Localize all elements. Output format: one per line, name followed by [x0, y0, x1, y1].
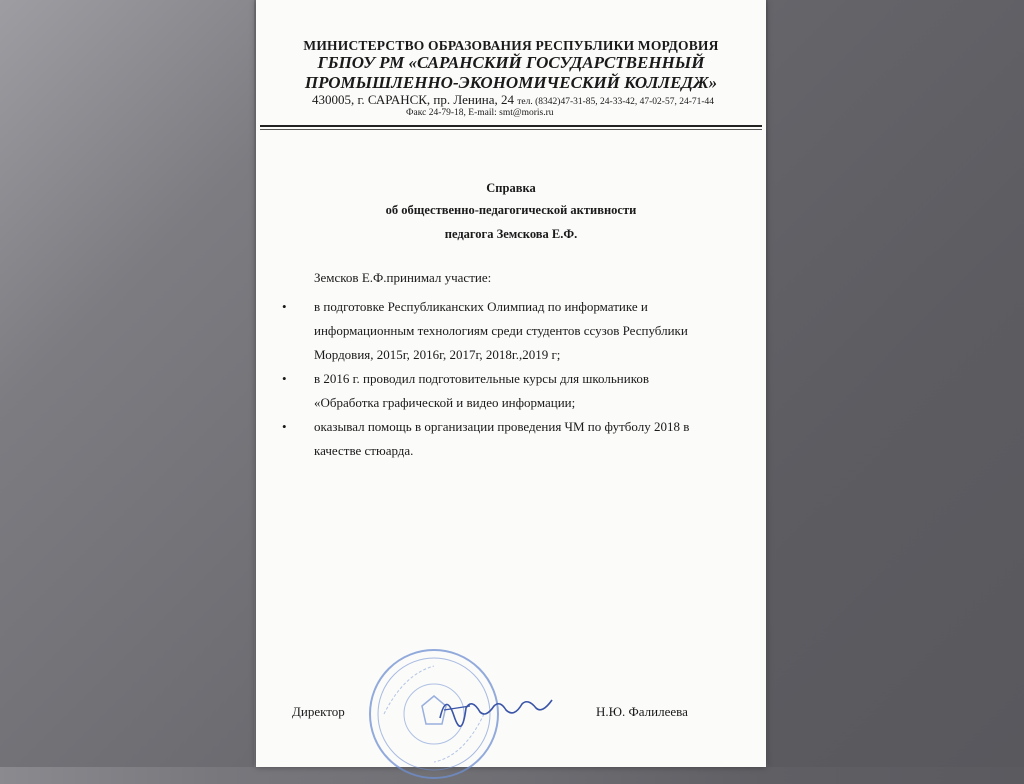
activity-list	[282, 295, 742, 463]
list-item	[282, 367, 742, 415]
address: 430005, г. САРАНСК, пр. Ленина, 24	[311, 92, 515, 107]
header-rule-thin	[260, 129, 762, 130]
address-line	[268, 92, 758, 108]
org-name-line1: ГБПОУ РМ «САРАНСКИЙ ГОСУДАРСТВЕННЫЙ	[317, 53, 705, 72]
signer-name: Н.Ю. Фалилеева	[596, 704, 688, 719]
list-item	[282, 295, 742, 367]
list-item-line: информационным технологиям среди студентов ссузов Республики	[314, 323, 688, 338]
handwritten-signature-icon	[436, 688, 556, 728]
bullet-icon: •	[282, 371, 287, 386]
document-subtitle-2: педагога Земскова Е.Ф.	[444, 227, 578, 241]
left-backdrop	[0, 0, 254, 767]
ministry-header: МИНИСТЕРСТВО ОБРАЗОВАНИЯ РЕСПУБЛИКИ МОРДОВИЯ	[303, 38, 719, 53]
signer-role: Директор	[292, 704, 345, 719]
list-item-line: в 2016 г. проводил подготовительные курсы для школьников	[314, 371, 649, 386]
right-backdrop	[768, 0, 1024, 767]
header-rule	[260, 125, 762, 127]
intro-text: Земсков Е.Ф.принимал участие:	[314, 270, 492, 285]
list-item-line: «Обработка графической и видео информации;	[314, 395, 576, 410]
document-page	[256, 0, 766, 767]
list-item-line: в подготовке Республиканских Олимпиад по информатике и	[314, 299, 648, 314]
bullet-icon: •	[282, 299, 287, 314]
phones: тел. (8342)47-31-85, 24-33-42, 47-02-57, 24-71-44	[517, 97, 715, 107]
document-title: Справка	[486, 181, 536, 195]
list-item-line: оказывал помощь в организации проведения ЧМ по футболу 2018 в	[314, 419, 690, 434]
list-item	[282, 415, 742, 463]
org-name	[256, 53, 766, 93]
fax-email: Факс 24-79-18, E-mail: smt@moris.ru	[406, 108, 554, 118]
list-item-line: Мордовия, 2015г, 2016г, 2017г, 2018г.,2019 г;	[314, 347, 561, 362]
document-subtitle-1: об общественно-педагогической активности	[385, 203, 637, 217]
org-name-line2: ПРОМЫШЛЕННО-ЭКОНОМИЧЕСКИЙ КОЛЛЕДЖ»	[304, 73, 718, 92]
bullet-icon: •	[282, 419, 287, 434]
list-item-line: качестве стюарда.	[314, 443, 414, 458]
